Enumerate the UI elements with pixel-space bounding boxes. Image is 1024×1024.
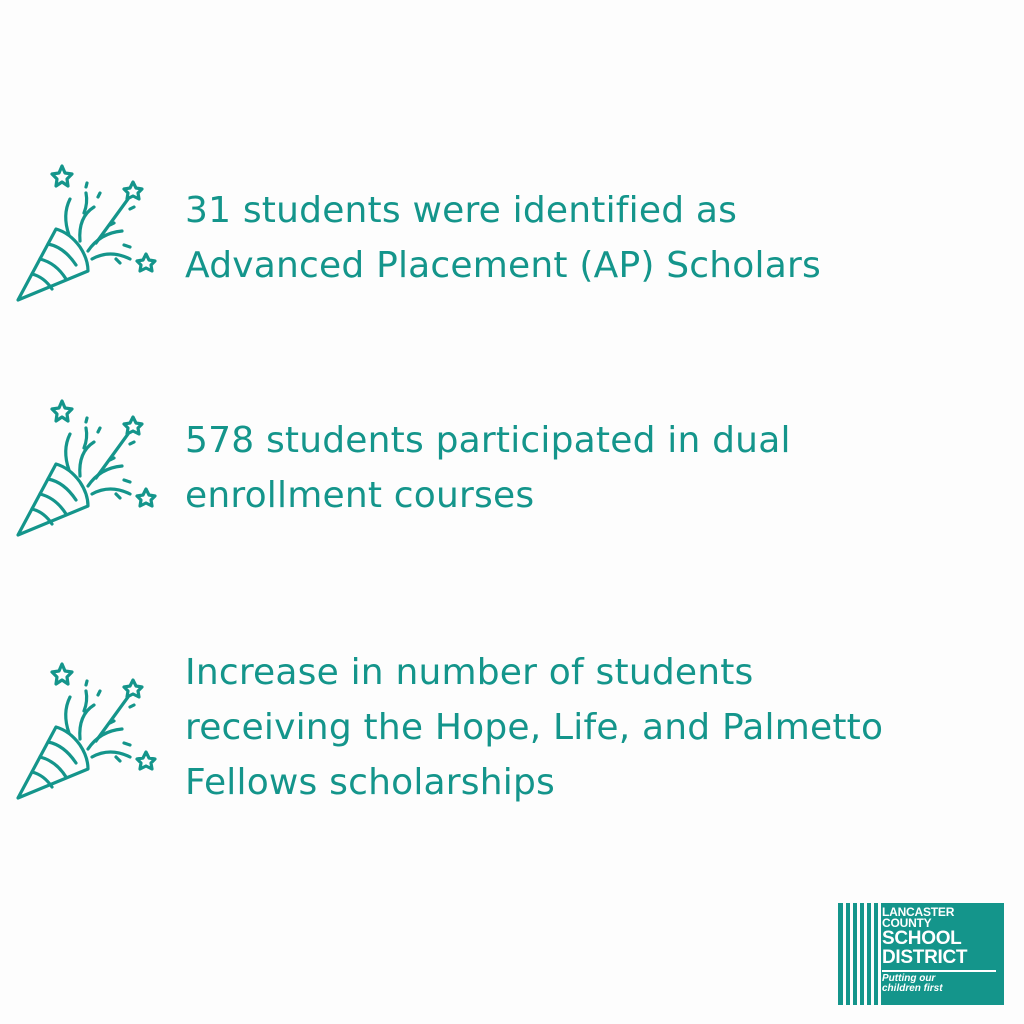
party-popper-icon	[14, 390, 164, 540]
achievement-text	[185, 413, 1005, 523]
logo-divider	[882, 970, 996, 972]
achievement-line: 31 students were identified as	[185, 190, 738, 231]
logo-line-school: SCHOOL	[882, 928, 962, 949]
achievement-line: 578 students participated in dual	[185, 420, 791, 461]
logo-wordmark	[882, 907, 1002, 994]
achievement-text	[185, 183, 1005, 293]
logo-tagline-2: children first	[882, 983, 943, 994]
logo-line-district: DISTRICT	[882, 947, 968, 968]
party-popper-icon	[14, 155, 164, 305]
achievement-line: Increase in number of students	[185, 652, 754, 693]
achievement-line: receiving the Hope, Life, and Palmetto	[185, 707, 884, 748]
logo-line-lancaster: LANCASTER	[882, 905, 955, 919]
party-popper-icon	[14, 653, 164, 803]
achievement-text	[185, 645, 1005, 810]
achievement-line: enrollment courses	[185, 475, 535, 516]
district-logo	[838, 903, 1004, 1005]
achievement-line: Advanced Placement (AP) Scholars	[185, 245, 821, 286]
logo-bars	[843, 903, 881, 1005]
achievement-line: Fellows scholarships	[185, 762, 555, 803]
logo-tagline-1: Putting our	[882, 973, 936, 984]
logo-line-county: COUNTY	[882, 916, 932, 930]
